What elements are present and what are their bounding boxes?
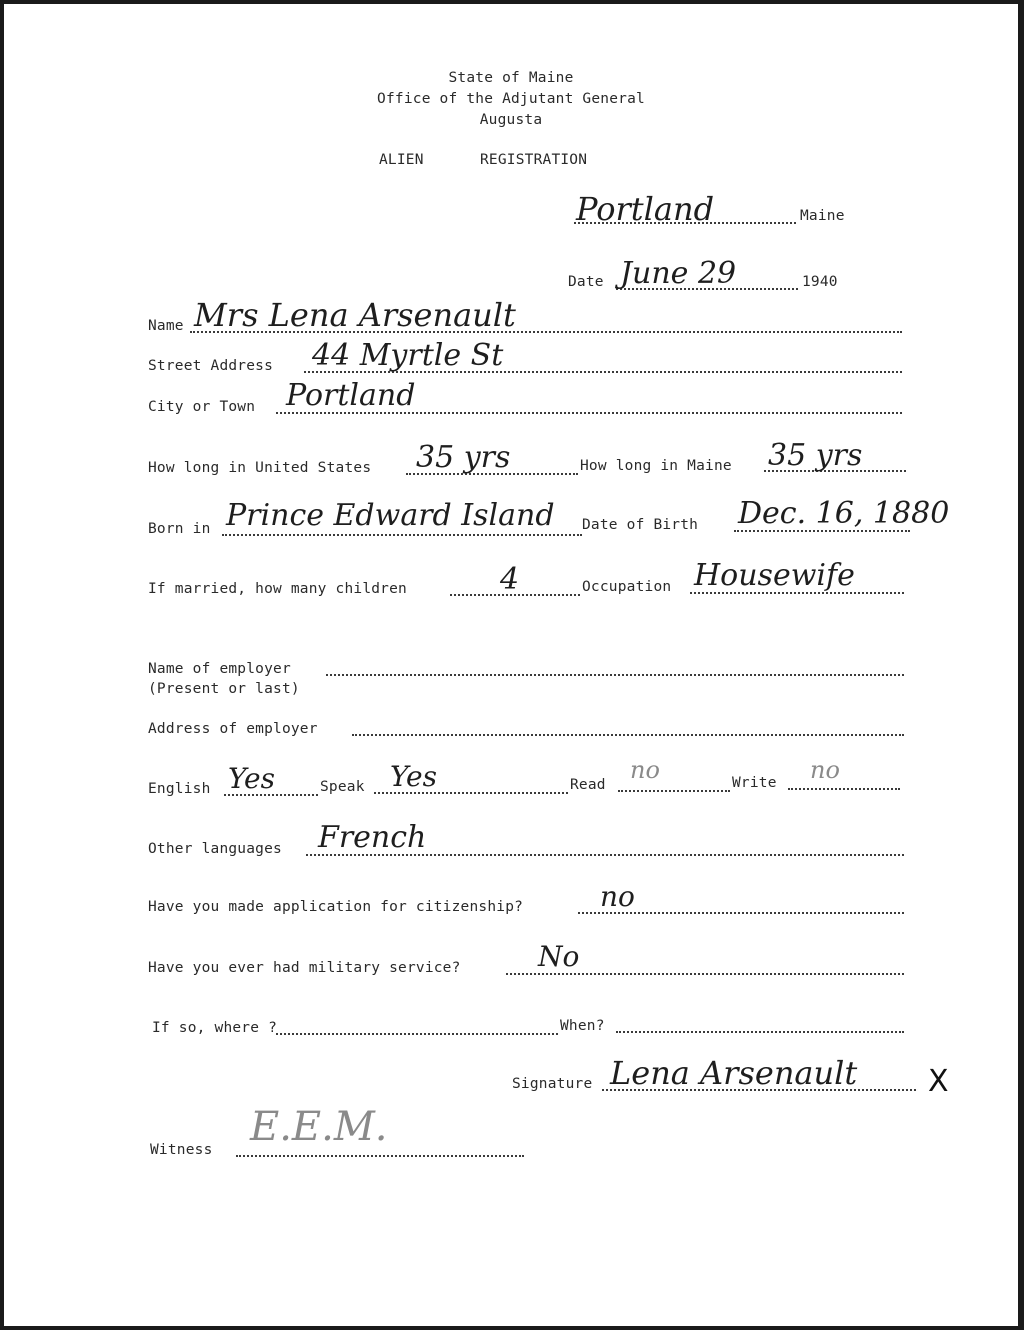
english-value: Yes (228, 762, 275, 795)
date-year: 1940 (802, 274, 838, 290)
military-label: Have you ever had military service? (148, 960, 461, 976)
city-label: City or Town (148, 399, 256, 415)
where-label: If so, where ? (152, 1020, 278, 1036)
city-value: Portland (286, 378, 416, 413)
born-in-value: Prince Edward Island (226, 498, 555, 533)
witness-value: E.E.M. (250, 1104, 388, 1150)
citizenship-value: no (600, 880, 635, 913)
years-maine-label: How long in Maine (580, 458, 732, 474)
employer-address-label: Address of employer (148, 721, 318, 737)
date-label: Date (568, 274, 604, 290)
employer-address-line (352, 734, 904, 736)
signature-label: Signature (512, 1076, 593, 1092)
place-handwritten: Portland (576, 190, 715, 228)
header-city: Augusta (479, 112, 543, 128)
signature-mark: X (928, 1064, 949, 1099)
read-line (618, 790, 730, 792)
read-value: no (630, 756, 660, 784)
witness-label: Witness (150, 1142, 213, 1158)
street-label: Street Address (148, 358, 274, 374)
where-line (276, 1033, 558, 1035)
born-in-label: Born in (148, 521, 211, 537)
speak-label: Speak (320, 779, 365, 795)
signature-value: Lena Arsenault (610, 1054, 858, 1092)
write-value: no (810, 756, 840, 784)
other-languages-label: Other languages (148, 841, 282, 857)
dob-value: Dec. 16, 1880 (738, 496, 950, 531)
read-label: Read (570, 777, 606, 793)
witness-line (236, 1155, 524, 1157)
employer-label: Name of employer (148, 661, 291, 677)
write-label: Write (732, 775, 777, 791)
english-label: English (148, 781, 211, 797)
name-value: Mrs Lena Arsenault (194, 296, 516, 334)
when-label: When? (560, 1018, 605, 1034)
employer-sublabel: (Present or last) (148, 681, 300, 697)
other-languages-value: French (318, 820, 427, 855)
children-label: If married, how many children (148, 581, 407, 597)
citizenship-label: Have you made application for citizenship? (148, 899, 524, 915)
employer-line (326, 674, 904, 676)
write-line (788, 788, 900, 790)
children-value: 4 (500, 562, 520, 597)
speak-value: Yes (390, 760, 437, 793)
header-office: Office of the Adjutant General (377, 91, 645, 107)
years-us-label: How long in United States (148, 460, 372, 476)
date-handwritten: June 29 (620, 256, 737, 291)
military-line (506, 973, 904, 975)
street-value: 44 Myrtle St (312, 338, 504, 373)
registration-form (4, 4, 1018, 1326)
when-line (616, 1031, 904, 1033)
header-state: State of Maine (448, 70, 574, 86)
military-value: No (538, 940, 580, 973)
born-in-line (222, 534, 582, 536)
years-maine-value: 35 yrs (768, 438, 863, 473)
place-printed: Maine (800, 208, 845, 224)
title-registration: REGISTRATION (480, 152, 588, 168)
dob-label: Date of Birth (582, 517, 699, 533)
occupation-label: Occupation (582, 579, 672, 595)
years-us-value: 35 yrs (416, 440, 511, 475)
name-label: Name (148, 318, 184, 334)
title-alien: ALIEN (379, 152, 424, 168)
occupation-value: Housewife (694, 558, 855, 593)
